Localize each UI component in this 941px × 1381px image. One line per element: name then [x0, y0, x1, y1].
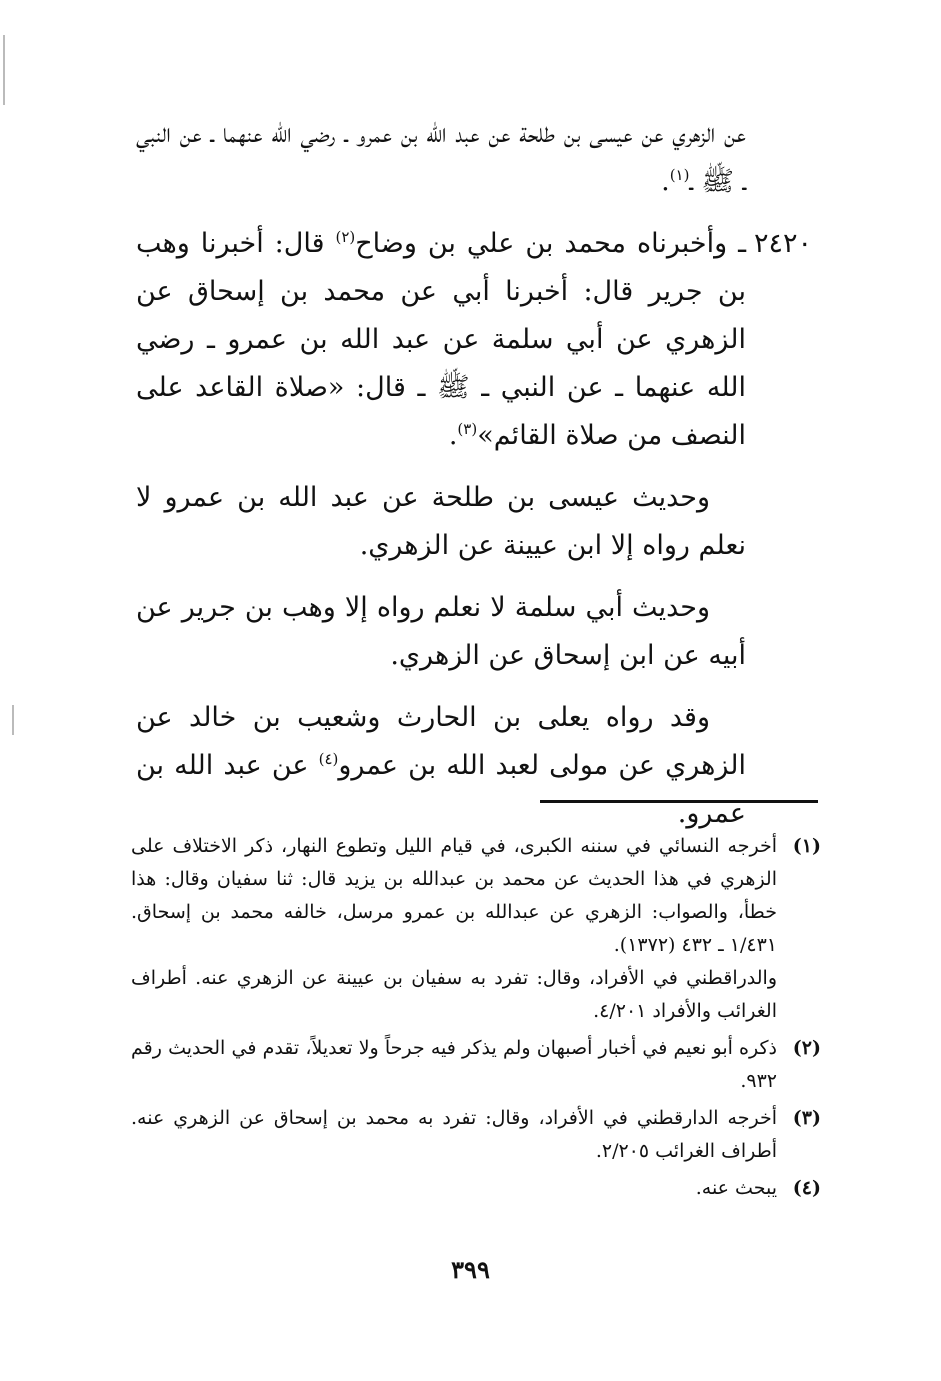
footnote-2	[131, 1032, 821, 1098]
footnote-ref-4: (٤)	[318, 750, 339, 768]
footnote-4	[131, 1172, 821, 1205]
footnote-number: (٤)	[792, 1177, 821, 1199]
commentary-paragraph-3	[136, 694, 746, 838]
footnote-text: يبحث عنه.	[695, 1177, 777, 1199]
page-number: ٣٩٩	[451, 1255, 490, 1284]
footnote-number: (٣)	[792, 1107, 821, 1129]
footnote-ref-1: (١)	[669, 166, 690, 184]
footnote-1	[131, 830, 821, 1028]
intro-end: .	[661, 166, 670, 197]
footnote-separator	[540, 800, 818, 803]
hadith-text-part1: ـ وأخبرناه محمد بن علي بن وضاح	[355, 228, 746, 259]
footnote-text: والدراقطني في الأفراد، وقال: تفرد به سفيان بن عيينة عن الزهري عنه. أطراف الغرائب والأفراد ٤/٢٠١.	[131, 967, 777, 1022]
footnote-text: ذكره أبو نعيم في أخبار أصبهان ولم يذكر فيه جرحاً ولا تعديلاً، تقدم في الحديث رقم ٩٣٢.	[131, 1037, 777, 1092]
hadith-text-part2: قال: أخبرنا وهب بن جرير قال: أخبرنا أبي عن محمد بن إسحاق عن الزهري عن أبي سلمة عن عبد الله بن عمرو ـ رضي الله عنهما ـ عن النبي ـ ﷺ ـ قال: «صلاة القاعد على النصف من صلاة القائم»	[136, 228, 746, 451]
footnotes	[131, 830, 821, 1209]
footnote-number: (١)	[792, 835, 821, 857]
footnote-ref-3: (٣)	[457, 420, 478, 438]
commentary-paragraph-2: وحديث أبي سلمة لا نعلم رواه إلا وهب بن جرير عن أبيه عن ابن إسحاق عن الزهري.	[136, 592, 746, 671]
footnote-ref-2: (٢)	[335, 228, 356, 246]
intro-text: عن الزهري عن عيسى بن طلحة عن عبد الله بن عمرو ـ رضي الله عنهما ـ عن النبي ـ ﷺ ـ	[136, 118, 746, 197]
footnote-text: أخرجه الدارقطني في الأفراد، وقال: تفرد به محمد بن إسحاق عن الزهري عنه. أطراف الغرائب ٢/٢٠٥.	[131, 1107, 777, 1162]
scan-edge-mark	[3, 35, 5, 105]
footnote-number: (٢)	[792, 1037, 821, 1059]
commentary-paragraph-1: وحديث عيسى بن طلحة عن عبد الله بن عمرو لا نعلم رواه إلا ابن عيينة عن الزهري.	[136, 482, 746, 561]
hadith-number: ٢٤٢٠	[753, 228, 812, 259]
hadith-end: .	[448, 420, 458, 451]
footnote-3	[131, 1102, 821, 1168]
para3-text-part2: عن عبد الله بن عمرو.	[136, 750, 746, 829]
main-text	[136, 110, 812, 852]
scan-edge-mark	[12, 705, 14, 735]
hadith-2420	[136, 220, 812, 460]
footnote-text: أخرجه النسائي في سننه الكبرى، في قيام الليل وتطوع النهار، ذكر الاختلاف على الزهري في هذا الحديث عن محمد بن عبدالله بن يزيد قال: ثنا سفيان وقال: هذا خطأ، والصواب: الزهري عن عبدالله بن عمرو مرسل، خالفه محمد بن إسحاق. ١/٤٣١ ـ ٤٣٢ (١٣٧٢).	[131, 835, 777, 956]
para3-text-part1: وقد رواه يعلى بن الحارث وشعيب بن خالد عن الزهري عن مولى لعبد الله بن عمرو	[136, 702, 746, 781]
intro-paragraph	[136, 110, 746, 206]
